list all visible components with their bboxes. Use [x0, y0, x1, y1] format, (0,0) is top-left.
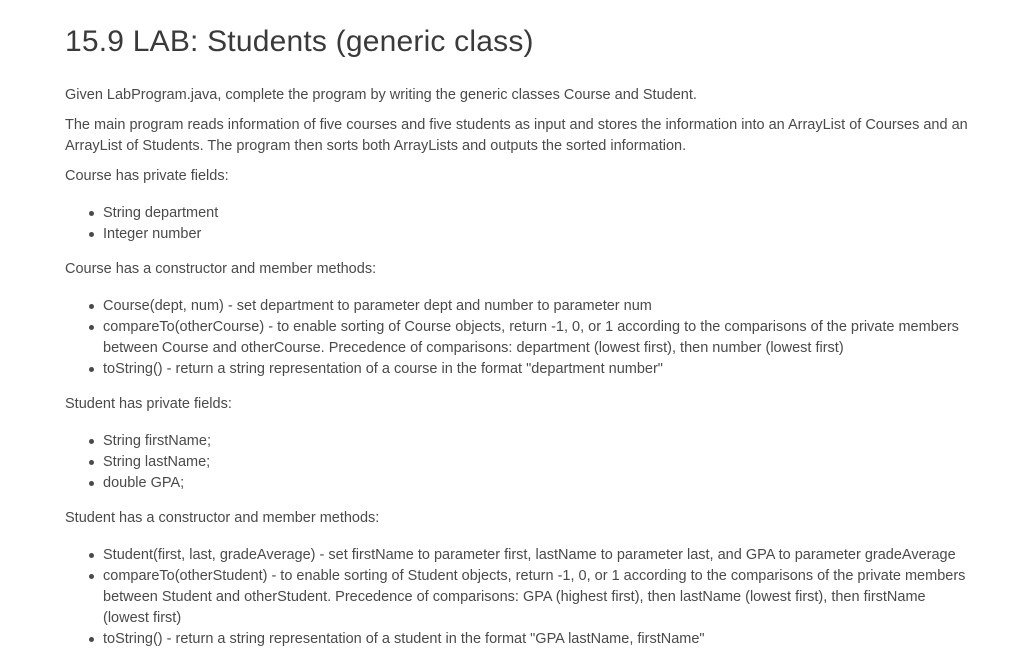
- student-methods-heading: Student has a constructor and member methods:: [65, 510, 380, 526]
- student-fields-heading: Student has private fields:: [65, 396, 232, 412]
- list-item: String department: [65, 203, 975, 224]
- description-paragraph: The main program reads information of five courses and five students as input and stores the information into an ArrayList of Courses and an ArrayList of Students. The program then sorts both ArrayLists and outputs the sorted information.: [65, 117, 968, 154]
- list-item: toString() - return a string representation of a student in the format "GPA lastName, firstName": [65, 629, 975, 650]
- list-item: compareTo(otherCourse) - to enable sorting of Course objects, return -1, 0, or 1 according to the comparisons of the private members between Course and otherCourse. Precedence of comparisons: department (lowest first), then number (lowest first): [65, 317, 975, 359]
- intro-paragraph: Given LabProgram.java, complete the program by writing the generic classes Course and Student.: [65, 87, 697, 103]
- list-item: Student(first, last, gradeAverage) - set firstName to parameter first, lastName to parameter last, and GPA to parameter gradeAverage: [65, 545, 975, 566]
- list-item: double GPA;: [65, 473, 975, 494]
- student-methods-list: [65, 545, 975, 650]
- list-item: compareTo(otherStudent) - to enable sorting of Student objects, return -1, 0, or 1 according to the comparisons of the private members between Student and otherStudent. Precedence of comparisons: GPA (highest first), then lastName (lowest first), then firstName (lowest first): [65, 566, 975, 629]
- list-item: toString() - return a string representation of a course in the format "department number": [65, 359, 975, 380]
- page-title: 15.9 LAB: Students (generic class): [65, 25, 534, 58]
- course-methods-heading: Course has a constructor and member methods:: [65, 261, 377, 277]
- student-fields-list: [65, 431, 975, 494]
- course-methods-list: [65, 296, 975, 380]
- course-fields-heading: Course has private fields:: [65, 168, 229, 184]
- list-item: String firstName;: [65, 431, 975, 452]
- list-item: Course(dept, num) - set department to parameter dept and number to parameter num: [65, 296, 975, 317]
- list-item: String lastName;: [65, 452, 975, 473]
- course-fields-list: [65, 203, 975, 245]
- list-item: Integer number: [65, 224, 975, 245]
